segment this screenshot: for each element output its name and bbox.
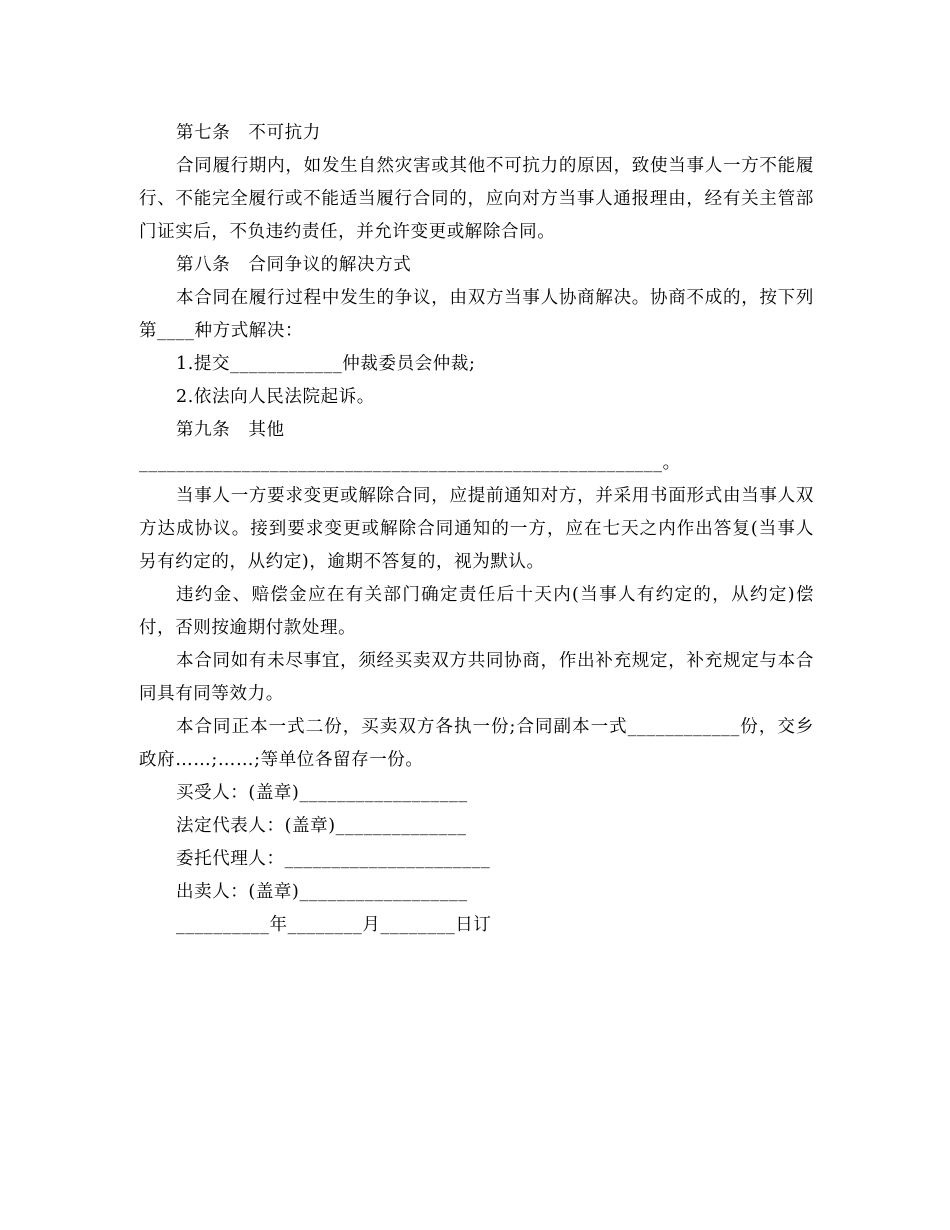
article-8-heading: 第八条 合同争议的解决方式 [176,255,412,275]
article-7-text: 合同履行期内，如发生自然灾害或其他不可抗力的原因，致使当事人一方不能履行、不能完全履行或不能适当履行合同的，应向对方当事人通报理由，经有关主管部门证实后，不负违约责任，并允许变更或解除合同。 [139,156,814,242]
buyer-signature-line: 买受人：(盖章)__________________ [176,783,468,803]
copies-clause: 本合同正本一式二份，买卖双方各执一份;合同副本一式____________份，交乡政府……;……;等单位各留存一份。 [139,717,814,770]
agent-signature-line: 委托代理人：______________________ [176,849,491,869]
change-termination-clause: 当事人一方要求变更或解除合同，应提前通知对方，并采用书面形式由当事人双方达成协议。接到要求变更或解除合同通知的一方，应在七天之内作出答复(当事人另有约定的，从约定)，逾期不答复的，视为默认。 [139,486,814,572]
article-9-heading: 第九条 其他________________________________________________________。 [139,420,681,473]
contract-body [139,117,814,942]
article-8-text: 本合同在履行过程中发生的争议，由双方当事人协商解决。协商不成的，按下列第____种方式解决： [139,288,814,341]
date-line: __________年________月________日订 [176,915,492,935]
article-7-heading: 第七条 不可抗力 [176,123,321,143]
penalty-clause: 违约金、赔偿金应在有关部门确定责任后十天内(当事人有约定的，从约定)偿付，否则按逾期付款处理。 [139,585,814,638]
supplement-clause: 本合同如有未尽事宜，须经买卖双方共同协商，作出补充规定，补充规定与本合同具有同等效力。 [139,651,814,704]
dispute-option-2: 2.依法向人民法院起诉。 [176,387,375,407]
dispute-option-1: 1.提交____________仲裁委员会仲裁; [176,354,476,374]
legal-representative-signature-line: 法定代表人：(盖章)______________ [176,816,467,836]
seller-signature-line: 出卖人：(盖章)__________________ [176,882,468,902]
